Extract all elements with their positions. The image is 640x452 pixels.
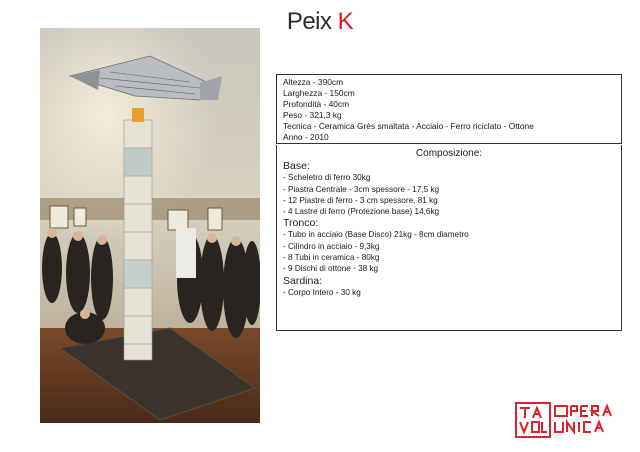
spec-line: Profondità - 40cm <box>283 99 350 109</box>
specs-box <box>276 74 622 144</box>
spec-line: Peso - 321,3 kg <box>283 110 342 120</box>
section-heading: Sardina: <box>283 274 323 287</box>
brand-logo <box>515 402 623 438</box>
spec-line: Anno - 2010 <box>283 132 329 142</box>
spec-line: Altezza - 390cm <box>283 77 344 87</box>
composition-item: - Corpo Intero - 30 kg <box>283 287 361 297</box>
composition-item: - Piastra Centrale - 3cm spessore - 17,5 kg <box>283 184 440 194</box>
composition-item: - Cilindro in acciaio - 9,3kg <box>283 241 380 251</box>
composition-box <box>276 145 622 331</box>
composition-item: - 12 Piastre di ferro - 3 cm spessore, 81 kg <box>283 195 438 205</box>
spec-line: Larghezza - 150cm <box>283 88 355 98</box>
section-heading: Tronco: <box>283 217 319 230</box>
composition-item: - Tubo in acciaio (Base Disco) 21kg - 8cm diametro <box>283 230 469 240</box>
composition-item: - Scheletro di ferro 30kg <box>283 173 371 183</box>
sculpture-photo <box>40 28 260 423</box>
spec-line: Tecnica - Ceramica Grès smaltata - Acciaio - Ferro riciclato - Ottone <box>283 121 534 131</box>
section-heading: Base: <box>283 160 310 173</box>
composition-item: - 8 Tubi in ceramica - 80kg <box>283 253 380 263</box>
composition-title: Composizione: <box>415 148 483 159</box>
title-main: Peix <box>286 8 332 35</box>
composition-item: - 4 Lastre di ferro (Protezione base) 14,6kg <box>283 207 440 217</box>
title-accent: K <box>337 8 354 35</box>
composition-item: - 9 Dischi di ottone - 38 kg <box>283 264 379 274</box>
